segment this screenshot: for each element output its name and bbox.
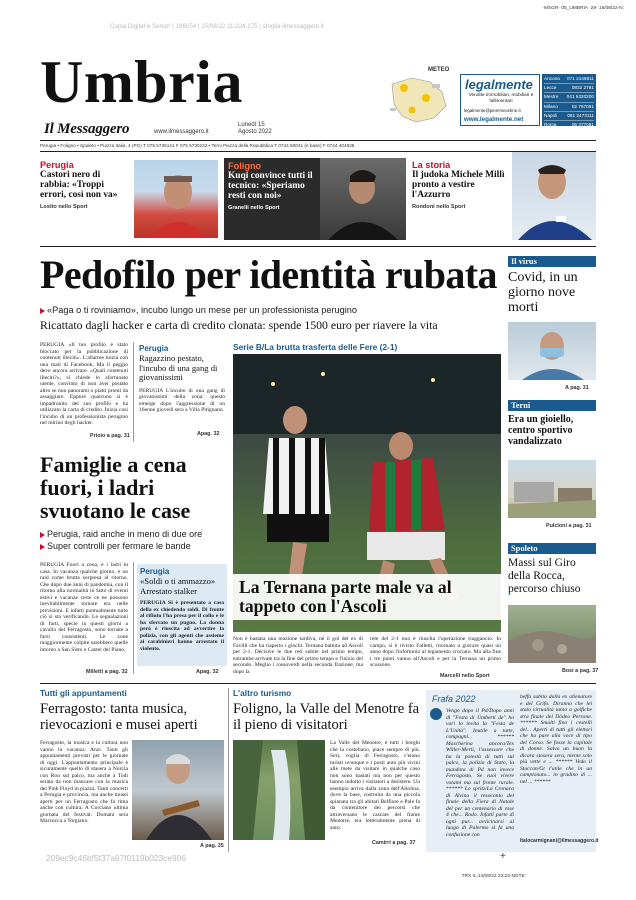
main-headline[interactable]: Pedofilo per identità rubata [40, 252, 497, 297]
edition-code: ·MSGR· 05_UMBRIA ·29· 15/08/22-N: [542, 6, 624, 11]
terni-credit: Pulcioni a pag. 31 [546, 523, 592, 529]
watermark: Copia Digital e Servizi | 166054 | 15/08/22 11:224.175 | sfoglia ilmessaggero.it [110, 23, 324, 30]
sport-credit: Marcelli nello Sport [440, 673, 490, 679]
story-gang[interactable]: Perugia Ragazzino pestato, l'incubo di una gang di giovanissimi PERUGIA L'incubo di una gang di giovanissimi della zona: questo emerge dopo l'aggressione di un 16enne giovedì sera a Villa Pitignano. [139, 344, 225, 414]
date-block: Lunedì 15 Agosto 2022 [238, 122, 272, 135]
main-story-credit: Prioio a pag. 31 [90, 433, 130, 439]
photo-menotre [233, 740, 325, 840]
main-story-body: PERUGIA «Il tuo profilo è stato bloccato per la pubblicazione di contenuti illeciti». L'allarme inizia con una mail di Facebook. Ma il peggio deve ancora arrivare. «Quali contenuti illeciti?», si chiede lo sfortunato utente, convinto di non aver postato altro se non panorami o piatti pronti da assaggiare. Eppure qualcuno si è impadronito del suo profilo e ha utilizzato la carta di credito. Inizia così l'incubo di un professionista perugino nel mirino degli hacker. [40, 342, 128, 426]
photo-terni [508, 460, 596, 518]
foligno-body: La Valle del Menotre, e tutti i borghi che la costellano, piace sempre di più. Seri, voglia di Ferragosto, c'erano turisti ovunque e i posti auto più vicini alle mete da visitare in qualche caso non sono bastati ma non per questo hanno indotto i visitatori a desistere. Un esempio arriva dalla zona dell'Altolina, dove la base, costruita da una piccola spianata tra gli abitati Belfiore e Pale fa da contenitore dei percorsi che attraversano le cascate del fiume Menotre, era letteralmente piena di auto. [330, 740, 420, 831]
offices-line: Perugia • Foligno • Spoleto • Piazza Italia, 4 (PG) T 075 5736141 F 075 5730222 • Terni Piazza della Repubblica T 0744 50041 (e base) F 0744 404628 [40, 143, 355, 148]
foligno-credit: Camirri a pag. 37 [372, 840, 416, 846]
office-phone: 06 377081 [571, 122, 594, 128]
sport-body-right: rete del 2-1 non è riuscita l'operazione riaggancio. In campo, si è rivisto Falletti, ritornato a giocare quasi un anno dopo l'infortunio al legamento crociato. Ma alla fine i tre punti vanno all'Ascoli e per la Ternana un primo scossone. [370, 636, 501, 668]
office-row [544, 93, 594, 102]
teaser-perugia[interactable]: Perugia Castori nero di rabbia: «Troppi errori, così non va» Losito nello Sport [40, 160, 118, 210]
column-avatar [430, 708, 442, 720]
footer-code: 209ec9c46bf5f37a87f0119b023ce906 [46, 853, 187, 863]
office-city: Milano [544, 103, 558, 109]
photo-spoleto [508, 605, 596, 663]
sport-kicker: Serie B/La brutta trasferta delle Fere (2-1) [233, 342, 398, 352]
column-box[interactable] [426, 690, 599, 852]
meteo-map [382, 74, 456, 126]
crosshair-mark: + [500, 851, 506, 862]
photo-covid [508, 322, 596, 380]
ferragosto-body: Ferragosto, la musica e la cultura non vanno in vacanza. Anzi. Tanti gli appuntamenti previsti per le giornate di oggi. L'appuntamento principale è sicuramente quello di stasera a Norcia con Ron sul palco, ma anche a Todi serata da non mancare con la musica dei Pink Floyd in piazza. Tanti concerti a Perugia e provincia, ma anche musei aperti per un Ferragosto che fa rima anche con cultura. A Corciano ultima giornata del festival. Domani sera Marzocca a Torgiano. [40, 740, 128, 824]
office-phone: 081 2473111 [567, 112, 594, 118]
column-text-left: Vengo dopo il Pd/Dopo anni di "Festa di Umberti de" ho vari lo invita la "Festa de L'Unità". Inutile a tutte, compagni. ****** Mascherina ancora/Tex Willer-Merli, l'assessore che ha la potestà di tutti sul palco, la polizia di Stato, la mandata di Pd non invece Ferragosto. Se vuoi vivere votami ma sul fronte rurale. ****** Lo spritz/La Cronaca di Alvino il resoconto del finale della Fiera di Natale del per un centenario di rose 4 che... Rodo. Infatti parte di ogni pur... avvicinarsi al luogo di Palermo si fa una confusione con [446, 708, 514, 838]
column-text-right: beffa subito dalla ex allenatore e del Grifo. Diranno che lei stato virtualità tanto a golfiche stra finale del Dòdeo Perrone. ****** Smalti fino i cestelli del... Aperti di tutti gli elettori che ha pare alla voce di tipo del Corso. Se fosse la capitale di donne. Salvo un buon la dicara stasera sera, niente solo più vette e ... ****** Vedo il Staccan/Gt l'utile che in un campionato... in gradino di ... nel ... ****** [520, 694, 592, 785]
masthead-region: Umbria [40, 49, 243, 115]
office-city: Mestre [544, 94, 559, 100]
sidebar-terni[interactable]: Terni Era un gioiello, centro sportivo vandalizzato [508, 400, 596, 447]
famiglie-bullet-1: Perugia, raid anche in meno di due ore [40, 529, 230, 540]
photo-ternana-ascoli [233, 354, 501, 632]
foligno-headline[interactable]: Foligno, la Valle del Menotre fa il pieno di visitatori [233, 701, 420, 733]
famiglie-credit: Milletti a pag. 32 [86, 669, 128, 675]
office-city: Napoli [544, 112, 558, 118]
legalmente-offices [542, 74, 596, 126]
office-row [544, 84, 594, 93]
ferragosto-credit: A pag. 35 [200, 843, 224, 849]
photo-kuqi [320, 158, 406, 240]
foligno-kicker: L'altro turismo [233, 688, 292, 698]
sidebar-spoleto[interactable]: Spoleto Massi sul Giro della Rocca, percorso chiuso [508, 543, 596, 596]
spoleto-credit: Bosi a pag. 37 [562, 668, 599, 674]
gang-credit: Apag. 32 [197, 431, 220, 437]
column-email[interactable]: Italocarmignani@ilmessaggero.it [520, 838, 599, 844]
main-deck-1: «Paga o ti roviniamo», incubo lungo un mese per un professionista perugino [40, 305, 500, 316]
office-city: Roma [544, 122, 557, 128]
column-title: Frafa 2022 [432, 694, 476, 704]
website[interactable]: www.ilmessaggero.it [154, 129, 209, 135]
office-phone: 041 5320200 [566, 94, 594, 100]
footer-trx: ·TRX IL:14/08/22 23:23·NOTE: [460, 874, 527, 879]
famiglie-bullet-2: Super controlli per fermare le bande [40, 541, 230, 552]
ferragosto-kicker: Tutti gli appuntamenti [40, 688, 127, 698]
famiglie-body: PERUGIA Fuori a cena, e i ladri in casa. In vacanza qualche giorno, e un raid come brutta sorpresa al ritorno. Che dopo due anni di pandemia, con il ritorno alla normalità in fatto di eventi estivi e vacanze certe ce ne possono inevitabilmente tornare era nelle previsioni. E infatti puntualmente tutto ciò si sta verificando. Le segnalazioni di furti, specie in questi giorni a cavallo del Ferragosto, sono tornate a farsi consistenti. Le zone maggiormente colpite sarebbero quelle intorno a San Sisto e Castel del Piano. [40, 562, 128, 653]
photo-castori [134, 160, 218, 238]
photo-judoka [512, 152, 596, 240]
office-row [544, 103, 594, 112]
stalker-credit: Apag. 32 [196, 669, 219, 675]
virus-credit: A pag. 31 [565, 385, 589, 391]
office-row [544, 112, 594, 121]
legalmente-ad[interactable]: legalmente Vendite immobiliari, mobiliari e fallimentari legalmente@piemmeonline.it www.legalmente.net [460, 74, 540, 126]
ferragosto-headline[interactable]: Ferragosto: tanta musica, rievocazioni e musei aperti [40, 701, 198, 733]
teaser-foligno-box[interactable]: Foligno Kuqi convince tutti il tecnico: «Speriamo resti con noi» Granelli nello Sport [224, 158, 406, 240]
sport-body-left: Non è bastata una reazione tardiva, né il gol del ex di Favilli che ha riaperto i giochi. Ternana battuta ad Ascoli per 2-1. Decisive le due reti subite nel primo tempo, entrambe arrivate tra la fine del primo tempo e l'inizio del secondo. Meglio i rossoverdi nella seconda frazione, ma dopo la [233, 636, 363, 675]
main-deck-2: Ricattato dagli hacker e carta di credito clonata: spende 1500 euro per riavere la vita [40, 318, 438, 332]
photo-ron [132, 740, 224, 840]
story-stalker[interactable]: Perugia «Soldi o ti ammazzo» Arrestato stalker PERUGIA Si è presentato a casa della ex chiedendo soldi. Di fronte al rifiuto l'ha presa per il collo e le ha sferrato un pugno. La donna però è riuscita ad avvertire la polizia, con gli agenti che assieme ai carabinieri hanno arrestato il violento. [137, 564, 227, 666]
office-city: Lecce [544, 85, 557, 91]
office-phone: 0832 2781 [571, 85, 594, 91]
sport-headline[interactable]: La Ternana parte male va al tappeto con l'Ascoli [239, 577, 452, 616]
office-city: Ancona [544, 76, 560, 81]
paper-logo: Il Messaggero [44, 121, 130, 137]
legalmente-brand: legalmente [465, 77, 533, 92]
office-row [544, 75, 594, 84]
teaser-storia[interactable]: La storia Il judoka Michele Millì pronto a vestire l'Azzurro Rondoni nello Sport [412, 160, 505, 210]
famiglie-headline[interactable]: Famiglie a cena fuori, i ladri svuotano le case [40, 452, 191, 523]
office-row [544, 121, 594, 130]
meteo-label: METEO [428, 67, 450, 73]
office-phone: 071 2149811 [566, 76, 594, 81]
office-phone: 02 757091 [571, 103, 594, 109]
sidebar-virus[interactable]: Il virus Covid, in un giorno nove morti [508, 256, 596, 315]
